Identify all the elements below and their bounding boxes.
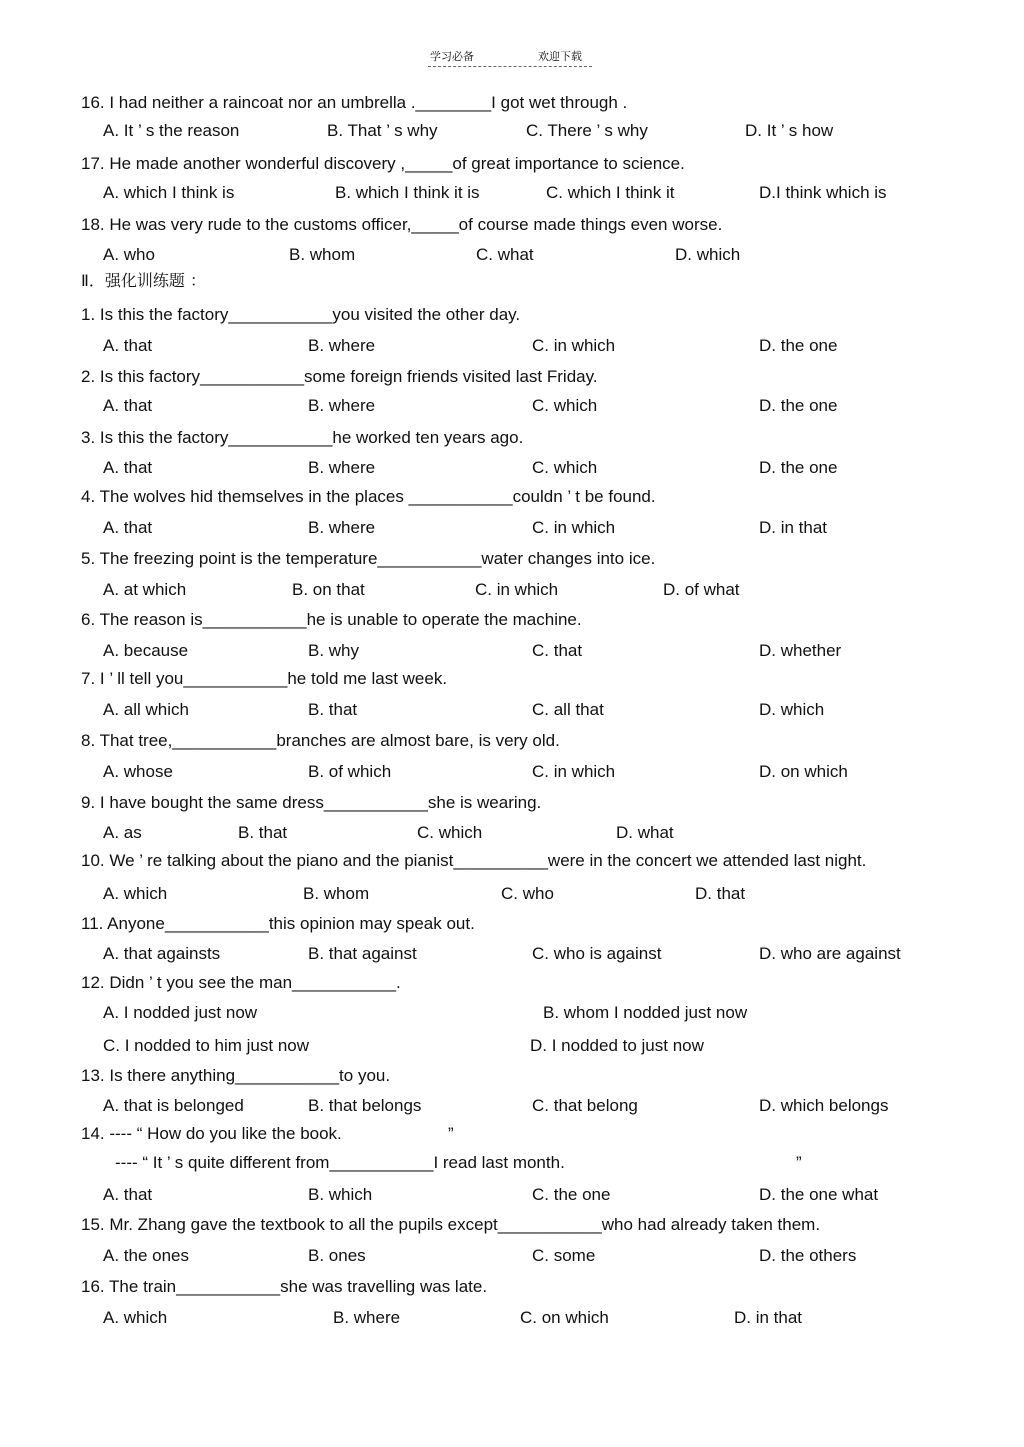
- answer-option: C. who is against: [532, 944, 662, 963]
- question-text: 4. The wolves hid themselves in the places ___________couldn ’ t be found.: [81, 487, 656, 506]
- answer-option: C. in which: [532, 762, 616, 781]
- text-line: [0, 849, 1024, 873]
- answer-option: B. where: [308, 396, 376, 415]
- text-line: [0, 608, 1024, 632]
- text-line: [0, 1122, 1024, 1146]
- text-line: [0, 1151, 1024, 1175]
- text-line: [0, 698, 1024, 722]
- text-line: [0, 971, 1024, 995]
- answer-option: C. some: [532, 1246, 596, 1265]
- question-text: ”: [448, 1124, 454, 1143]
- answer-option: C. which I think it: [546, 183, 675, 202]
- answer-option: D. in that: [734, 1308, 803, 1327]
- question-text: 6. The reason is___________he is unable to operate the machine.: [81, 610, 582, 629]
- answer-option: A. all which: [103, 700, 189, 719]
- text-line: [0, 729, 1024, 753]
- answer-option: A. that: [103, 1185, 153, 1204]
- answer-option: A. as: [103, 823, 142, 842]
- answer-option: C. I nodded to him just now: [103, 1036, 310, 1055]
- answer-option: A. whose: [103, 762, 173, 781]
- text-line: [0, 1064, 1024, 1088]
- header-divider: [428, 66, 592, 67]
- text-line: [0, 547, 1024, 571]
- answer-option: A. that is belonged: [103, 1096, 244, 1115]
- text-line: [0, 269, 1024, 293]
- answer-option: B. on that: [292, 580, 365, 599]
- text-line: [0, 213, 1024, 237]
- answer-option: B. ones: [308, 1246, 366, 1265]
- answer-option: D. It ’ s how: [745, 121, 834, 140]
- question-text: 14. ---- “ How do you like the book.: [81, 1124, 342, 1143]
- question-text: 17. He made another wonderful discovery ,_____of great importance to science.: [81, 154, 685, 173]
- question-text: 11. Anyone___________this opinion may speak out.: [81, 914, 475, 933]
- answer-option: A. I nodded just now: [103, 1003, 258, 1022]
- answer-option: B. whom: [289, 245, 356, 264]
- answer-option: D. the one: [759, 336, 838, 355]
- answer-option: A. which I think is: [103, 183, 235, 202]
- text-line: [0, 119, 1024, 143]
- answer-option: D. of what: [663, 580, 740, 599]
- text-line: [0, 426, 1024, 450]
- answer-option: C. on which: [520, 1308, 609, 1327]
- answer-option: A. because: [103, 641, 189, 660]
- answer-option: B. where: [308, 518, 376, 537]
- text-line: [0, 667, 1024, 691]
- answer-option: D. in that: [759, 518, 828, 537]
- text-line: [0, 1275, 1024, 1299]
- text-line: [0, 181, 1024, 205]
- answer-option: A. that: [103, 336, 153, 355]
- text-line: [0, 152, 1024, 176]
- text-line: [0, 485, 1024, 509]
- answer-option: D. on which: [759, 762, 848, 781]
- text-line: [0, 639, 1024, 663]
- answer-option: B. that: [308, 700, 358, 719]
- page-header: [0, 46, 1024, 66]
- answer-option: B. whom: [303, 884, 370, 903]
- answer-option: D. which belongs: [759, 1096, 889, 1115]
- answer-option: A. that againsts: [103, 944, 221, 963]
- text-line: [0, 760, 1024, 784]
- answer-option: A. the ones: [103, 1246, 190, 1265]
- section-heading: Ⅱ．强化训练题 ：: [81, 271, 206, 290]
- text-line: [0, 365, 1024, 389]
- text-line: [0, 303, 1024, 327]
- answer-option: B. of which: [308, 762, 392, 781]
- text-line: [0, 942, 1024, 966]
- answer-option: B. where: [308, 336, 376, 355]
- answer-option: A. that: [103, 396, 153, 415]
- answer-option: B. which: [308, 1185, 373, 1204]
- answer-option: D. which: [759, 700, 825, 719]
- answer-option: D. the one: [759, 396, 838, 415]
- answer-option: C. which: [532, 396, 598, 415]
- answer-option: A. It ’ s the reason: [103, 121, 240, 140]
- answer-option: D. who are against: [759, 944, 901, 963]
- answer-option: C. what: [476, 245, 534, 264]
- answer-option: D. I nodded to just now: [530, 1036, 704, 1055]
- answer-option: C. in which: [532, 518, 616, 537]
- text-line: [0, 1094, 1024, 1118]
- question-text: 16. I had neither a raincoat nor an umbrella .________I got wet through .: [81, 93, 628, 112]
- question-text: 18. He was very rude to the customs officer,_____of course made things even worse.: [81, 215, 723, 234]
- answer-option: D. the one what: [759, 1185, 879, 1204]
- answer-option: B. where: [333, 1308, 401, 1327]
- question-text: 9. I have bought the same dress___________she is wearing.: [81, 793, 542, 812]
- answer-option: C. which: [532, 458, 598, 477]
- text-line: [0, 791, 1024, 815]
- answer-option: D.I think which is: [759, 183, 887, 202]
- text-line: [0, 1306, 1024, 1330]
- question-text: 1. Is this the factory___________you visited the other day.: [81, 305, 521, 324]
- answer-option: D. the others: [759, 1246, 857, 1265]
- text-line: [0, 1213, 1024, 1237]
- question-text: ---- “ It ’ s quite different from___________I read last month.: [115, 1153, 565, 1172]
- text-line: [0, 1001, 1024, 1025]
- question-text: ”: [796, 1153, 802, 1172]
- question-text: 12. Didn ’ t you see the man___________.: [81, 973, 401, 992]
- question-text: 13. Is there anything___________to you.: [81, 1066, 391, 1085]
- answer-option: C. that: [532, 641, 583, 660]
- text-line: [0, 243, 1024, 267]
- answer-option: C. which: [417, 823, 483, 842]
- answer-option: B. that belongs: [308, 1096, 422, 1115]
- question-text: 2. Is this factory___________some foreign friends visited last Friday.: [81, 367, 598, 386]
- header-right-text: 欢迎下载: [538, 50, 582, 63]
- text-line: [0, 882, 1024, 906]
- answer-option: C. in which: [532, 336, 616, 355]
- answer-option: B. that: [238, 823, 288, 842]
- answer-option: C. There ’ s why: [526, 121, 648, 140]
- answer-option: D. which: [675, 245, 741, 264]
- answer-option: B. that against: [308, 944, 417, 963]
- answer-option: D. that: [695, 884, 746, 903]
- answer-option: C. that belong: [532, 1096, 638, 1115]
- answer-option: A. at which: [103, 580, 187, 599]
- text-line: [0, 334, 1024, 358]
- header-left-text: 学习必备: [430, 50, 474, 63]
- answer-option: C. who: [501, 884, 554, 903]
- answer-option: C. all that: [532, 700, 604, 719]
- question-text: 10. We ’ re talking about the piano and the pianist__________were in the concert we attended last night.: [81, 851, 867, 870]
- answer-option: D. what: [616, 823, 674, 842]
- question-text: 7. I ’ ll tell you___________he told me last week.: [81, 669, 448, 688]
- answer-option: B. That ’ s why: [327, 121, 438, 140]
- answer-option: A. which: [103, 884, 168, 903]
- text-line: [0, 1034, 1024, 1058]
- question-text: 5. The freezing point is the temperature___________water changes into ice.: [81, 549, 656, 568]
- question-text: 3. Is this the factory___________he worked ten years ago.: [81, 428, 524, 447]
- answer-option: B. why: [308, 641, 360, 660]
- answer-option: C. in which: [475, 580, 559, 599]
- answer-option: A. that: [103, 458, 153, 477]
- answer-option: B. whom I nodded just now: [543, 1003, 748, 1022]
- text-line: [0, 912, 1024, 936]
- text-line: [0, 91, 1024, 115]
- text-line: [0, 1183, 1024, 1207]
- text-line: [0, 1244, 1024, 1268]
- answer-option: D. whether: [759, 641, 842, 660]
- answer-option: A. that: [103, 518, 153, 537]
- answer-option: C. the one: [532, 1185, 611, 1204]
- answer-option: B. where: [308, 458, 376, 477]
- question-text: 15. Mr. Zhang gave the textbook to all the pupils except___________who had already taken them.: [81, 1215, 821, 1234]
- answer-option: A. who: [103, 245, 155, 264]
- answer-option: D. the one: [759, 458, 838, 477]
- text-line: [0, 394, 1024, 418]
- question-text: 16. The train___________she was travelling was late.: [81, 1277, 488, 1296]
- text-line: [0, 578, 1024, 602]
- answer-option: B. which I think it is: [335, 183, 480, 202]
- text-line: [0, 516, 1024, 540]
- text-line: [0, 456, 1024, 480]
- question-text: 8. That tree,___________branches are almost bare, is very old.: [81, 731, 560, 750]
- answer-option: A. which: [103, 1308, 168, 1327]
- text-line: [0, 821, 1024, 845]
